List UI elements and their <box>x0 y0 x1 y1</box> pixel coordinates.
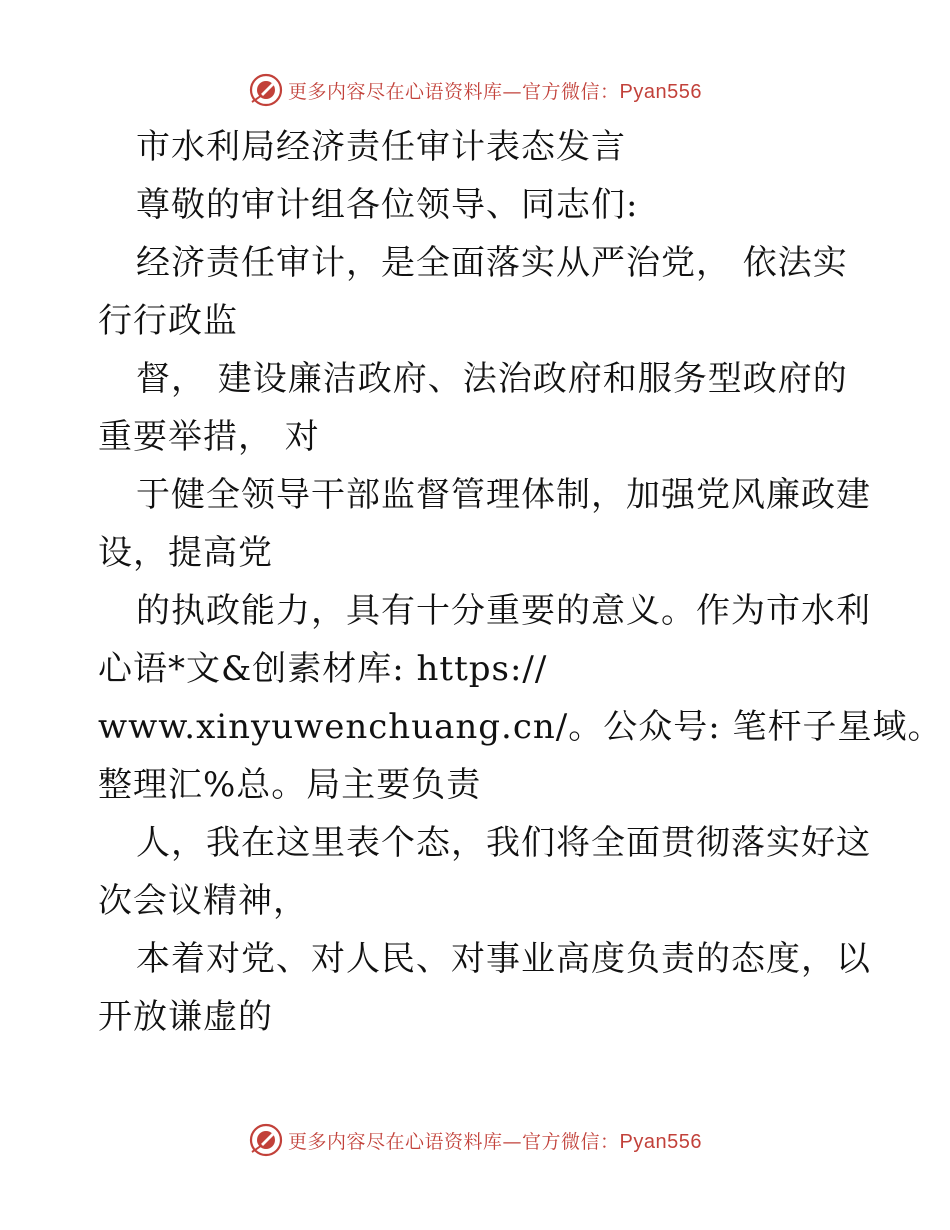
header-wechat-label: 官方微信： <box>522 80 620 103</box>
header-banner-dash: — <box>502 80 523 103</box>
footer-banner-main: 更多内容尽在心语资料库 <box>288 1130 503 1153</box>
footer-banner-text <box>288 1127 702 1154</box>
footer-wechat-label: 官方微信： <box>522 1130 620 1153</box>
header-wechat-id: Pyan556 <box>619 80 702 103</box>
header-banner-text <box>288 77 702 104</box>
doc-line: 的执政能力，具有十分重要的意义。作为市水利 <box>136 591 871 631</box>
doc-line: 于健全领导干部监督管理体制，加强党风廉政建 <box>136 475 871 515</box>
footer-banner-dash: — <box>502 1130 523 1153</box>
doc-line: www.xinyuwenchuang.cn/。公众号: 笔杆子星域。 <box>98 707 943 747</box>
doc-title: 市水利局经济责任审计表态发言 <box>136 127 626 167</box>
doc-line: 行行政监 <box>98 301 238 341</box>
header-banner-main: 更多内容尽在心语资料库 <box>288 80 503 103</box>
header-banner <box>0 68 950 112</box>
doc-salutation: 尊敬的审计组各位领导、同志们: <box>136 185 639 225</box>
doc-line: 经济责任审计，是全面落实从严治党， 依法实 <box>136 243 848 283</box>
doc-line: 本着对党、对人民、对事业高度负责的态度，以 <box>136 939 871 979</box>
document-body <box>98 118 943 1046</box>
doc-line: 重要举措， 对 <box>98 417 320 457</box>
doc-line: 次会议精神， <box>98 881 308 921</box>
pen-logo-icon <box>248 1122 284 1158</box>
pen-logo-icon <box>248 72 284 108</box>
doc-line: 设，提高党 <box>98 533 273 573</box>
doc-line: 整理汇%总。局主要负责 <box>98 765 482 805</box>
doc-line: 心语*文&创素材库: https:// <box>98 649 548 689</box>
footer-wechat-id: Pyan556 <box>619 1130 702 1153</box>
footer-banner <box>0 1118 950 1162</box>
doc-line: 开放谦虚的 <box>98 997 273 1037</box>
doc-line: 督， 建设廉洁政府、法治政府和服务型政府的 <box>136 359 848 399</box>
doc-line: 人，我在这里表个态，我们将全面贯彻落实好这 <box>136 823 871 863</box>
